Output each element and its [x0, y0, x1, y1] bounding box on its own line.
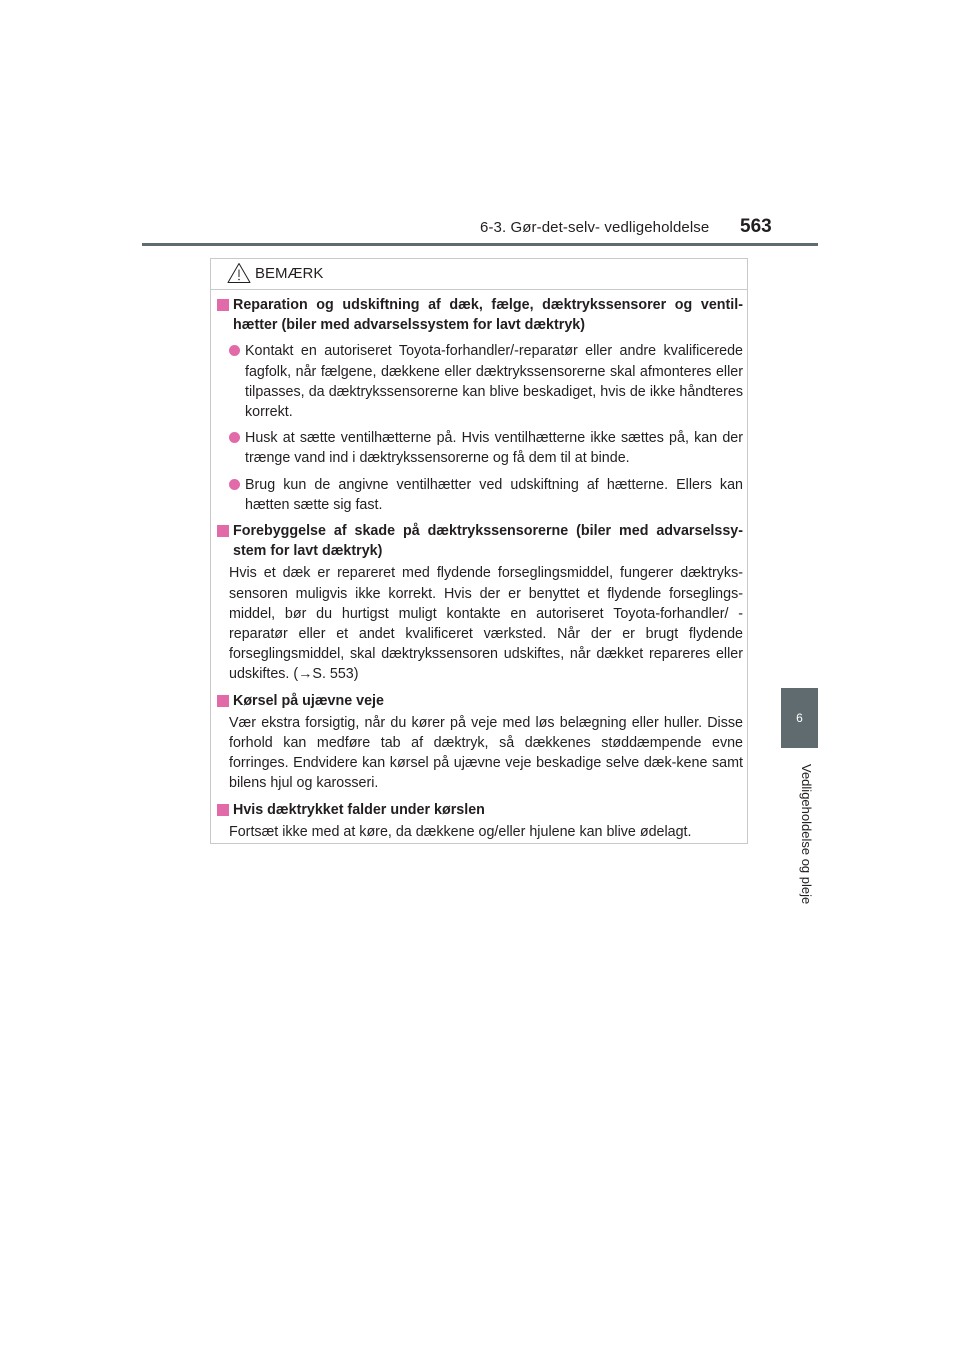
section-text: Vær ekstra forsigtig, når du kører på veje med løs belægning eller huller. Disse forhold kan medføre tab af dæktryk, så dækkenes støddæmpende evne forringes. Endvidere kan kørsel på ujævne veje beskadige selve dæk-kene samt bilens hjul og karosseri.: [229, 714, 743, 792]
section-heading: Forebyggelse af skade på dæktrykssensorerne (biler med advarselssy-stem for lavt dæktryk): [217, 521, 743, 561]
round-bullet-icon: [229, 432, 240, 443]
section-text: Fortsæt ikke med at køre, da dækkene og/eller hjulene kan blive ødelagt.: [229, 823, 692, 840]
section-title: 6-3. Gør-det-selv- vedligeholdelse: [480, 219, 710, 236]
caution-note: [210, 258, 748, 844]
chapter-tab: [781, 688, 818, 748]
chapter-number: 6: [796, 711, 803, 725]
warning-triangle-icon: [227, 262, 251, 284]
note-title: BEMÆRK: [255, 264, 324, 282]
square-bullet-icon: [217, 525, 229, 537]
section-heading: Reparation og udskiftning af dæk, fælge, dæktrykssensorer og ventil-hætter (biler med advarselssystem for lavt dæktryk): [217, 295, 743, 335]
chapter-label: Vedligeholdelse og pleje: [799, 763, 814, 905]
note-body: [217, 295, 743, 842]
square-bullet-icon: [217, 804, 229, 816]
page-number: 563: [740, 216, 772, 237]
section-text: Hvis et dæk er repareret med flydende forseglingsmiddel, fungerer dæktryks-sensoren muligvis ikke korrekt. Hvis der er benyttet et flydende forseglings-middel, bør du hurtigst muligt kontakte en autoriseret Toyota-forhandler/ -reparatør eller et andet kvalificeret værksted. Når der er brugt flydende forseglingsmiddel, skal dæktrykssensoren udskiftes, når dækket repareres eller udskiftes. (→S. 553): [229, 565, 743, 683]
note-divider: [211, 289, 747, 290]
list-item: Kontakt en autoriseret Toyota-forhandler/-reparatør eller andre kvalificerede fagfolk, når fælgene, dækkene eller dæktrykssensorerne skal afmonteres eller tilpasses, da dæktrykssensorerne kan blive beskadiget, hvis de ikke håndteres korrekt.: [217, 341, 743, 422]
square-bullet-icon: [217, 695, 229, 707]
note-header: [227, 259, 323, 287]
list-item: Husk at sætte ventilhætterne på. Hvis ventilhætterne ikke sættes på, kan der trænge vand ind i dæktrykssensorerne og få dem til at binde.: [217, 428, 743, 468]
round-bullet-icon: [229, 479, 240, 490]
round-bullet-icon: [229, 345, 240, 356]
section-heading: Kørsel på ujævne veje: [217, 691, 743, 711]
header-divider: [142, 243, 818, 246]
square-bullet-icon: [217, 299, 229, 311]
section-heading: Hvis dæktrykket falder under kørslen: [217, 800, 743, 820]
list-item: Brug kun de angivne ventilhætter ved udskiftning af hætterne. Ellers kan hætten sætte sig fast.: [217, 475, 743, 515]
